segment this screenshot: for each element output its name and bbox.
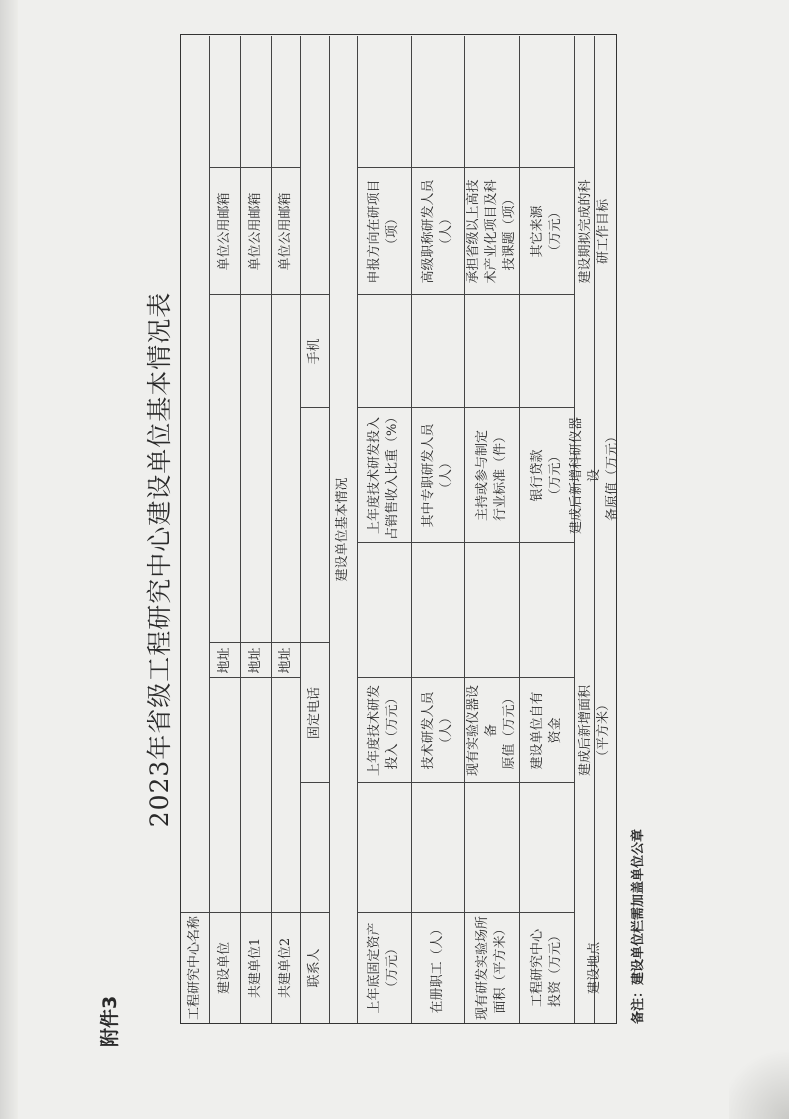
mobile-label: 手机 <box>306 338 322 365</box>
address-label-2: 地址 <box>247 647 263 674</box>
row4-label2: 建设单位自有 资金 <box>529 691 563 770</box>
row3-label2: 现有实验仪器设 备 原值（万元） <box>465 685 517 777</box>
co-builder2-label: 共建单位2 <box>277 937 293 999</box>
footnote: 备注：建设单位栏需加盖单位公章 <box>631 828 646 1024</box>
row1-label2: 上年度技术研发 投入（万元） <box>367 685 400 777</box>
row1-label4: 申报方向在研项目 （项） <box>367 179 400 284</box>
address-label-1: 地址 <box>216 647 232 674</box>
row3-label4: 承担省级以上高技 术产业化项目及科 技课题（项） <box>465 179 517 284</box>
fixed-phone-label: 固定电话 <box>306 687 322 740</box>
co-builder1-label: 共建单位1 <box>247 937 263 999</box>
unit-email-label-2: 单位公用邮箱 <box>247 192 263 271</box>
address-label-3: 地址 <box>277 647 293 674</box>
row2-label3: 其中专职研发人员 （人） <box>420 423 454 528</box>
section-header: 建设单位基本情况 <box>335 477 350 582</box>
row4-label1: 工程研究中心 投资（万元） <box>529 929 563 1008</box>
row1-label1: 上年底固定资产 （万元） <box>367 922 400 1014</box>
row3-label3: 主持或参与制定 行业标准（件） <box>474 430 508 522</box>
row1-label3: 上年度技术研发投入 占销售收入比重（%） <box>367 410 400 540</box>
row2-label2: 技术研发人员 （人） <box>420 691 454 770</box>
unit-email-label-1: 单位公用邮箱 <box>216 192 232 271</box>
row5-label3: 建成后新增科研仪器设 备原值（万元） <box>568 417 620 535</box>
row4-label3: 银行贷款 （万元） <box>529 449 563 502</box>
center-name-label: 工程研究中心名称 <box>187 915 202 1020</box>
row2-label1: 在册职工（人） <box>429 922 445 1014</box>
row5-label2: 建成后新增面积 （平方米） <box>577 685 611 777</box>
builder-label: 建设单位 <box>216 942 232 995</box>
row2-label4: 高级职称研发人员 （人） <box>420 179 454 284</box>
row3-label1: 现有研发实验场所 面积（平方米） <box>474 915 508 1020</box>
contact-label: 联系人 <box>306 948 322 988</box>
row5-label1: 建设地点 <box>586 942 602 995</box>
info-table <box>180 34 620 1024</box>
unit-email-label-3: 单位公用邮箱 <box>277 192 293 271</box>
attachment-label: 附件3 <box>99 995 121 1047</box>
page-title: 2023年省级工程研究中心建设单位基本情况表 <box>145 291 174 828</box>
row4-label4: 其它来源 （万元） <box>529 205 563 258</box>
row5-label4: 建设期拟完成的科 研工作目标 <box>577 179 611 284</box>
